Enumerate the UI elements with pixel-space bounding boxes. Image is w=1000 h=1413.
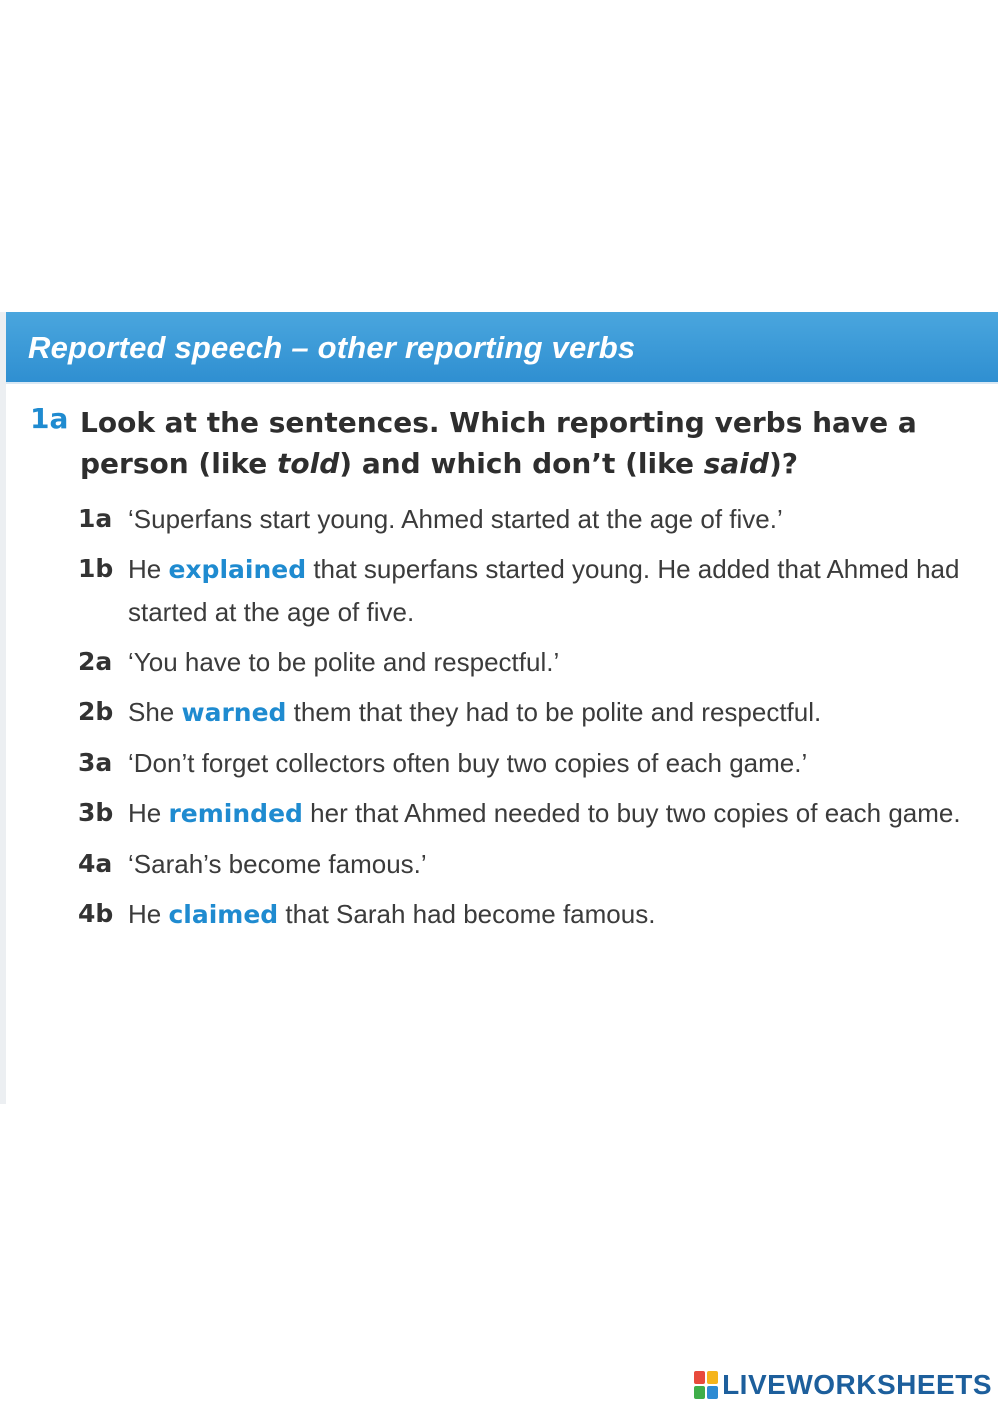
sentence-text: ‘You have to be polite and respectful.’ bbox=[128, 647, 560, 677]
liveworksheets-logo-icon bbox=[694, 1371, 718, 1399]
section-header-bar bbox=[6, 312, 998, 382]
grammar-section bbox=[0, 312, 1000, 1104]
sentence-item bbox=[78, 843, 978, 885]
sentence-text-rest: her that Ahmed needed to buy two copies of each game. bbox=[302, 798, 961, 828]
section-title: Reported speech – other reporting verbs bbox=[28, 330, 636, 365]
sentence-number: 2b bbox=[78, 697, 114, 726]
question-text bbox=[80, 402, 960, 484]
left-margin-rule bbox=[0, 312, 6, 1104]
sentence-text: ‘Superfans start young. Ahmed started at the age of five.’ bbox=[128, 504, 783, 534]
sentence-text-rest: that Sarah had become famous. bbox=[278, 899, 656, 929]
example-word-said: said bbox=[703, 447, 769, 480]
sentence-number: 4a bbox=[78, 849, 113, 878]
sentence-number: 3b bbox=[78, 798, 114, 827]
sentence-text-rest: them that they had to be polite and respectful. bbox=[286, 697, 822, 727]
sentence-text: ‘Don’t forget collectors often buy two copies of each game.’ bbox=[128, 748, 808, 778]
sentence-item bbox=[78, 792, 978, 835]
example-word-told: told bbox=[277, 447, 340, 480]
sentence-number: 2a bbox=[78, 647, 113, 676]
question-text-part-2: ) and which don’t (like bbox=[339, 447, 704, 480]
sentence-number: 3a bbox=[78, 748, 113, 777]
reporting-verb: claimed bbox=[168, 900, 279, 929]
sentence-number: 4b bbox=[78, 899, 114, 928]
reporting-verb: explained bbox=[168, 555, 307, 584]
question-number: 1a bbox=[30, 402, 69, 435]
sentence-item bbox=[78, 742, 978, 784]
sentence-item bbox=[78, 641, 978, 683]
sentence-item bbox=[78, 498, 978, 540]
sentence-text: He bbox=[128, 554, 169, 584]
sentence-text: He bbox=[128, 899, 169, 929]
watermark-text: LIVEWORKSHEETS bbox=[722, 1369, 992, 1400]
sentence-text-rest: that superfans started young. He added that Ahmed had started at the age of five. bbox=[128, 554, 960, 627]
reporting-verb: warned bbox=[181, 698, 287, 727]
sentence-item bbox=[78, 548, 978, 633]
sentence-text: ‘Sarah’s become famous.’ bbox=[128, 849, 427, 879]
reporting-verb: reminded bbox=[168, 799, 303, 828]
sentence-item bbox=[78, 691, 978, 734]
sentence-text: He bbox=[128, 798, 169, 828]
sentence-item bbox=[78, 893, 978, 936]
liveworksheets-watermark bbox=[694, 1369, 992, 1401]
sentence-number: 1a bbox=[78, 504, 113, 533]
sentence-number: 1b bbox=[78, 554, 114, 583]
sentence-list bbox=[78, 498, 978, 944]
sentence-text: She bbox=[128, 697, 182, 727]
question-text-part-1: Look at the sentences. Which reporting verbs have a person (like bbox=[80, 406, 917, 480]
question-text-part-3: )? bbox=[768, 447, 798, 480]
